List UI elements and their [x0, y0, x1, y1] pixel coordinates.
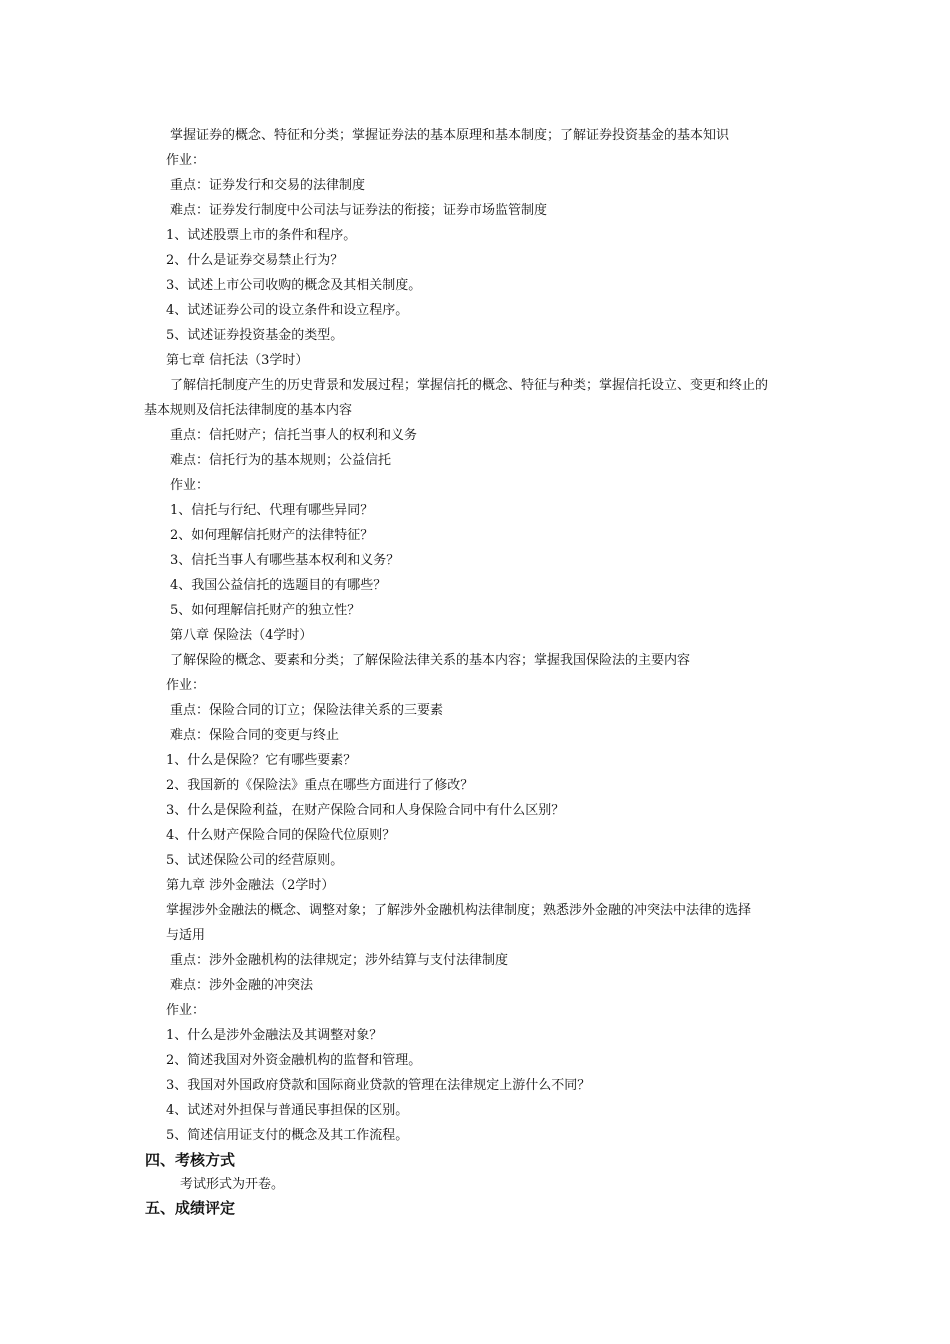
text-line: 基本规则及信托法律制度的基本内容	[144, 403, 353, 418]
chapter-heading: 第七章 信托法（3学时）	[166, 353, 309, 368]
text-line: 重点：证券发行和交易的法律制度	[170, 178, 366, 193]
section-heading-assessment: 四、考核方式	[145, 1151, 236, 1169]
text-line: 重点：保险合同的订立；保险法律关系的三要素	[170, 703, 444, 718]
section-heading-grading: 五、成绩评定	[145, 1199, 236, 1217]
text-line: 4、我国公益信托的选题目的有哪些？	[170, 578, 387, 593]
text-line: 3、什么是保险利益，在财产保险合同和人身保险合同中有什么区别？	[166, 803, 565, 818]
assessment-text: 考试形式为开卷。	[180, 1177, 285, 1192]
text-line: 1、什么是保险？它有哪些要素？	[166, 753, 357, 768]
text-line: 5、简述信用证支付的概念及其工作流程。	[166, 1128, 409, 1143]
text-line: 2、简述我国对外资金融机构的监督和管理。	[166, 1053, 422, 1068]
text-line: 作业：	[166, 678, 206, 693]
text-line: 3、试述上市公司收购的概念及其相关制度。	[166, 278, 422, 293]
text-line: 作业：	[166, 1003, 206, 1018]
text-line: 作业：	[166, 153, 206, 168]
text-line: 与适用	[166, 928, 206, 943]
text-line: 3、我国对外国政府贷款和国际商业贷款的管理在法律规定上游什么不同？	[166, 1078, 591, 1093]
text-line: 5、试述证券投资基金的类型。	[166, 328, 344, 343]
text-line: 5、试述保险公司的经营原则。	[166, 853, 344, 868]
text-line: 了解保险的概念、要素和分类；了解保险法律关系的基本内容；掌握我国保险法的主要内容	[170, 653, 691, 668]
chapter-heading: 第九章 涉外金融法（2学时）	[166, 878, 335, 893]
text-line: 难点：证券发行制度中公司法与证券法的衔接；证券市场监管制度	[170, 203, 548, 218]
text-line: 4、试述证券公司的设立条件和设立程序。	[166, 303, 409, 318]
text-line: 2、如何理解信托财产的法律特征？	[170, 528, 374, 543]
text-line: 掌握涉外金融法的概念、调整对象；了解涉外金融机构法律制度；熟悉涉外金融的冲突法中法律的选择	[166, 903, 752, 918]
text-line: 1、信托与行纪、代理有哪些异同？	[170, 503, 374, 518]
text-line: 4、什么财产保险合同的保险代位原则？	[166, 828, 396, 843]
text-line: 难点：保险合同的变更与终止	[170, 728, 340, 743]
text-line: 重点：涉外金融机构的法律规定；涉外结算与支付法律制度	[170, 953, 509, 968]
text-line: 重点：信托财产；信托当事人的权利和义务	[170, 428, 418, 443]
text-line: 难点：涉外金融的冲突法	[170, 978, 314, 993]
text-line: 5、如何理解信托财产的独立性？	[170, 603, 361, 618]
text-line: 掌握证券的概念、特征和分类；掌握证券法的基本原理和基本制度；了解证券投资基金的基本知识	[170, 128, 730, 143]
text-line: 了解信托制度产生的历史背景和发展过程；掌握信托的概念、特征与种类；掌握信托设立、变更和终止的	[170, 378, 769, 393]
chapter-heading: 第八章 保险法（4学时）	[170, 628, 313, 643]
text-line: 4、试述对外担保与普通民事担保的区别。	[166, 1103, 409, 1118]
text-line: 2、什么是证券交易禁止行为？	[166, 253, 344, 268]
text-line: 难点：信托行为的基本规则；公益信托	[170, 453, 392, 468]
text-line: 作业：	[170, 478, 210, 493]
text-line: 2、我国新的《保险法》重点在哪些方面进行了修改？	[166, 778, 474, 793]
text-line: 3、信托当事人有哪些基本权利和义务？	[170, 553, 400, 568]
text-line: 1、什么是涉外金融法及其调整对象？	[166, 1028, 383, 1043]
text-line: 1、试述股票上市的条件和程序。	[166, 228, 357, 243]
